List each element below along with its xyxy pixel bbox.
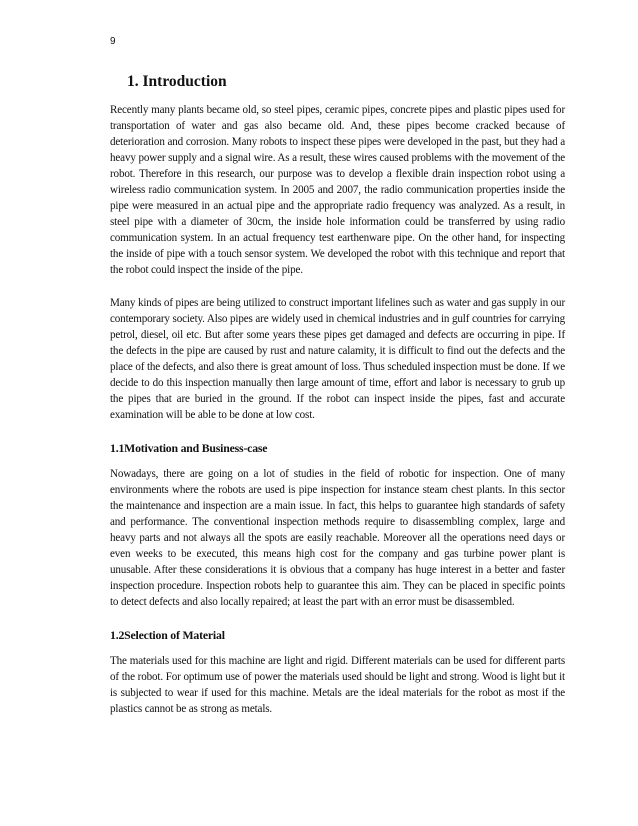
document-body — [110, 72, 565, 717]
page-number: 9 — [110, 36, 116, 47]
paragraph-material: The materials used for this machine are light and rigid. Different materials can be used for different parts of the robot. For optimum use of power the materials used should be light and strong. Wood is light but it is subjected to wear if used for this machine. Metals are the ideal materials for the robot as most if the plastics cannot be as strong as metals. — [110, 655, 565, 715]
paragraph-introduction-2: Many kinds of pipes are being utilized to construct important lifelines such as water and gas supply in our contemporary society. Also pipes are widely used in chemical industries and in gulf countries for carrying petrol, diesel, oil etc. But after some years these pipes get damaged and defects are occurring in pipe. If the defects in the pipe are caused by rust and nature calamity, it is difficult to find out the defects and the place of the defects, and also there is great amount of loss. Thus scheduled inspection must be done. If we decide to do this inspection manually then large amount of time, effort and labor is necessary to grub up the pipes that are buried in the ground. If the robot can inspect inside the pipes, fast and accurate examination will be able to be done at low cost. — [110, 297, 565, 421]
section-title-introduction: 1. Introduction — [127, 73, 227, 90]
subsection-title-material: 1.2Selection of Material — [110, 628, 225, 642]
paragraph-introduction-1: Recently many plants became old, so steel pipes, ceramic pipes, concrete pipes and plastic pipes used for transportation of water and gas also became old. And, these pipes become cracked because of deterioration and corrosion. Many robots to inspect these pipes were developed in the past, but they had a heavy power supply and a signal wire. As a result, these wires caused problems with the movement of the robot. Therefore in this research, our purpose was to develop a flexible drain inspection robot using a wireless radio communication system. In 2005 and 2007, the radio communication properties inside the pipe were measured in an actual pipe and the appropriate radio frequency was analyzed. As a result, in steel pipe with a diameter of 30cm, the inside hole information could be transferred by using radio communication system. In an actual frequency test earthenware pipe. On the other hand, for inspecting the inside of pipe with a touch sensor system. We developed the robot with this technique and report that the robot could inspect the inside of the pipe. — [110, 104, 565, 276]
subsection-title-motivation: 1.1Motivation and Business-case — [110, 441, 268, 455]
paragraph-motivation: Nowadays, there are going on a lot of studies in the field of robotic for inspection. One of many environments where the robots are used is pipe inspection for instance steam chest plants. In this sector the maintenance and inspection are a main issue. In fact, this helps to guarantee high standards of safety and performance. The conventional inspection methods require to disassembling complex, large and heavy parts and not always all the spots are easily reachable. Moreover all the operations need days or even weeks to be executed, this means high cost for the company and gas turbine power plant is unusable. After these considerations it is obvious that a company has huge interest in a better and faster inspection procedure. Inspection robots help to guarantee this aim. They can be placed in specific points to detect defects and also locally repaired; at least the part with an error must be disassembled. — [110, 468, 565, 608]
